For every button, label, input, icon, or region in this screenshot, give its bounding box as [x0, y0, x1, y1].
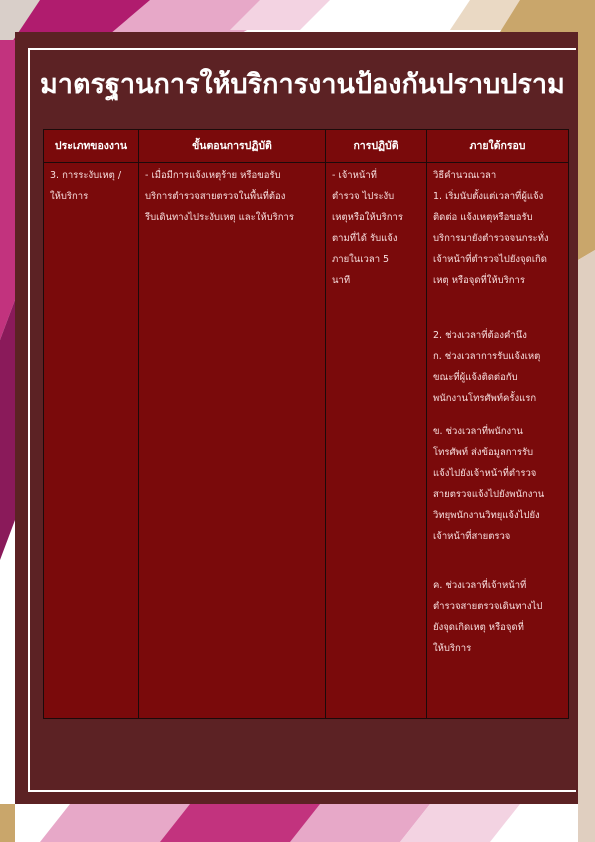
- header-practice: การปฏิบัติ: [326, 130, 427, 163]
- cell-framework: [427, 163, 569, 719]
- practice-text: - เจ้าหน้าที่ ตำรวจ ไประงับ เหตุหรือให้บริการ ตามที่ได้ รับแจ้ง ภายในเวลา 5 นาที: [332, 170, 403, 286]
- cell-practice: [326, 163, 427, 719]
- framework-time-periods: 2. ช่วงเวลาที่ต้องคำนึง ก. ช่วงเวลาการรับแจ้งเหตุ ขณะที่ผู้แจ้งติดต่อกับ พนักงานโทรศัพท์ครั้งแรก: [433, 330, 541, 404]
- framework-period-c: ค. ช่วงเวลาที่เจ้าหน้าที่ ตำรวจสายตรวจเดินทางไป ยังจุดเกิดเหตุ หรือจุดที่ ให้บริการ: [433, 580, 543, 654]
- table-row: [44, 163, 569, 719]
- framework-period-b: ข. ช่วงเวลาที่พนักงาน โทรศัพท์ ส่งข้อมูลการรับ แจ้งไปยังเจ้าหน้าที่ตำรวจ สายตรวจแจ้งไปยังพนักงาน วิทยุพนักงานวิทยุแจ้งไปยัง เจ้าหน้าที่สายตรวจ: [433, 426, 545, 542]
- header-work-type: ประเภทของงาน: [44, 130, 139, 163]
- cell-procedure: [139, 163, 326, 719]
- page-title: มาตรฐานการให้บริการงานป้องกันปราบปราม: [40, 69, 565, 100]
- procedure-text: - เมื่อมีการแจ้งเหตุร้าย หรือขอรับ บริการตำรวจสายตรวจในพื้นที่ต้อง รีบเดินทางไประงับเหตุ และให้บริการ: [145, 170, 294, 223]
- header-procedure: ขั้นตอนการปฏิบัติ: [139, 130, 326, 163]
- header-framework: ภายใต้กรอบ: [427, 130, 569, 163]
- table-header-row: [44, 130, 569, 163]
- standards-table: [43, 129, 569, 719]
- framework-calc-method: วิธีคำนวณเวลา 1. เริ่มนับตั้งแต่เวลาที่ผู้แจ้ง ติดต่อ แจ้งเหตุหรือขอรับ บริการมายังตำรวจจนกระทั่ง เจ้าหน้าที่ตำรวจไปยังจุดเกิด เหตุ หรือจุดที่ให้บริการ: [433, 170, 549, 286]
- work-type-text: 3. การระงับเหตุ / ให้บริการ: [50, 170, 122, 202]
- cell-work-type: [44, 163, 139, 719]
